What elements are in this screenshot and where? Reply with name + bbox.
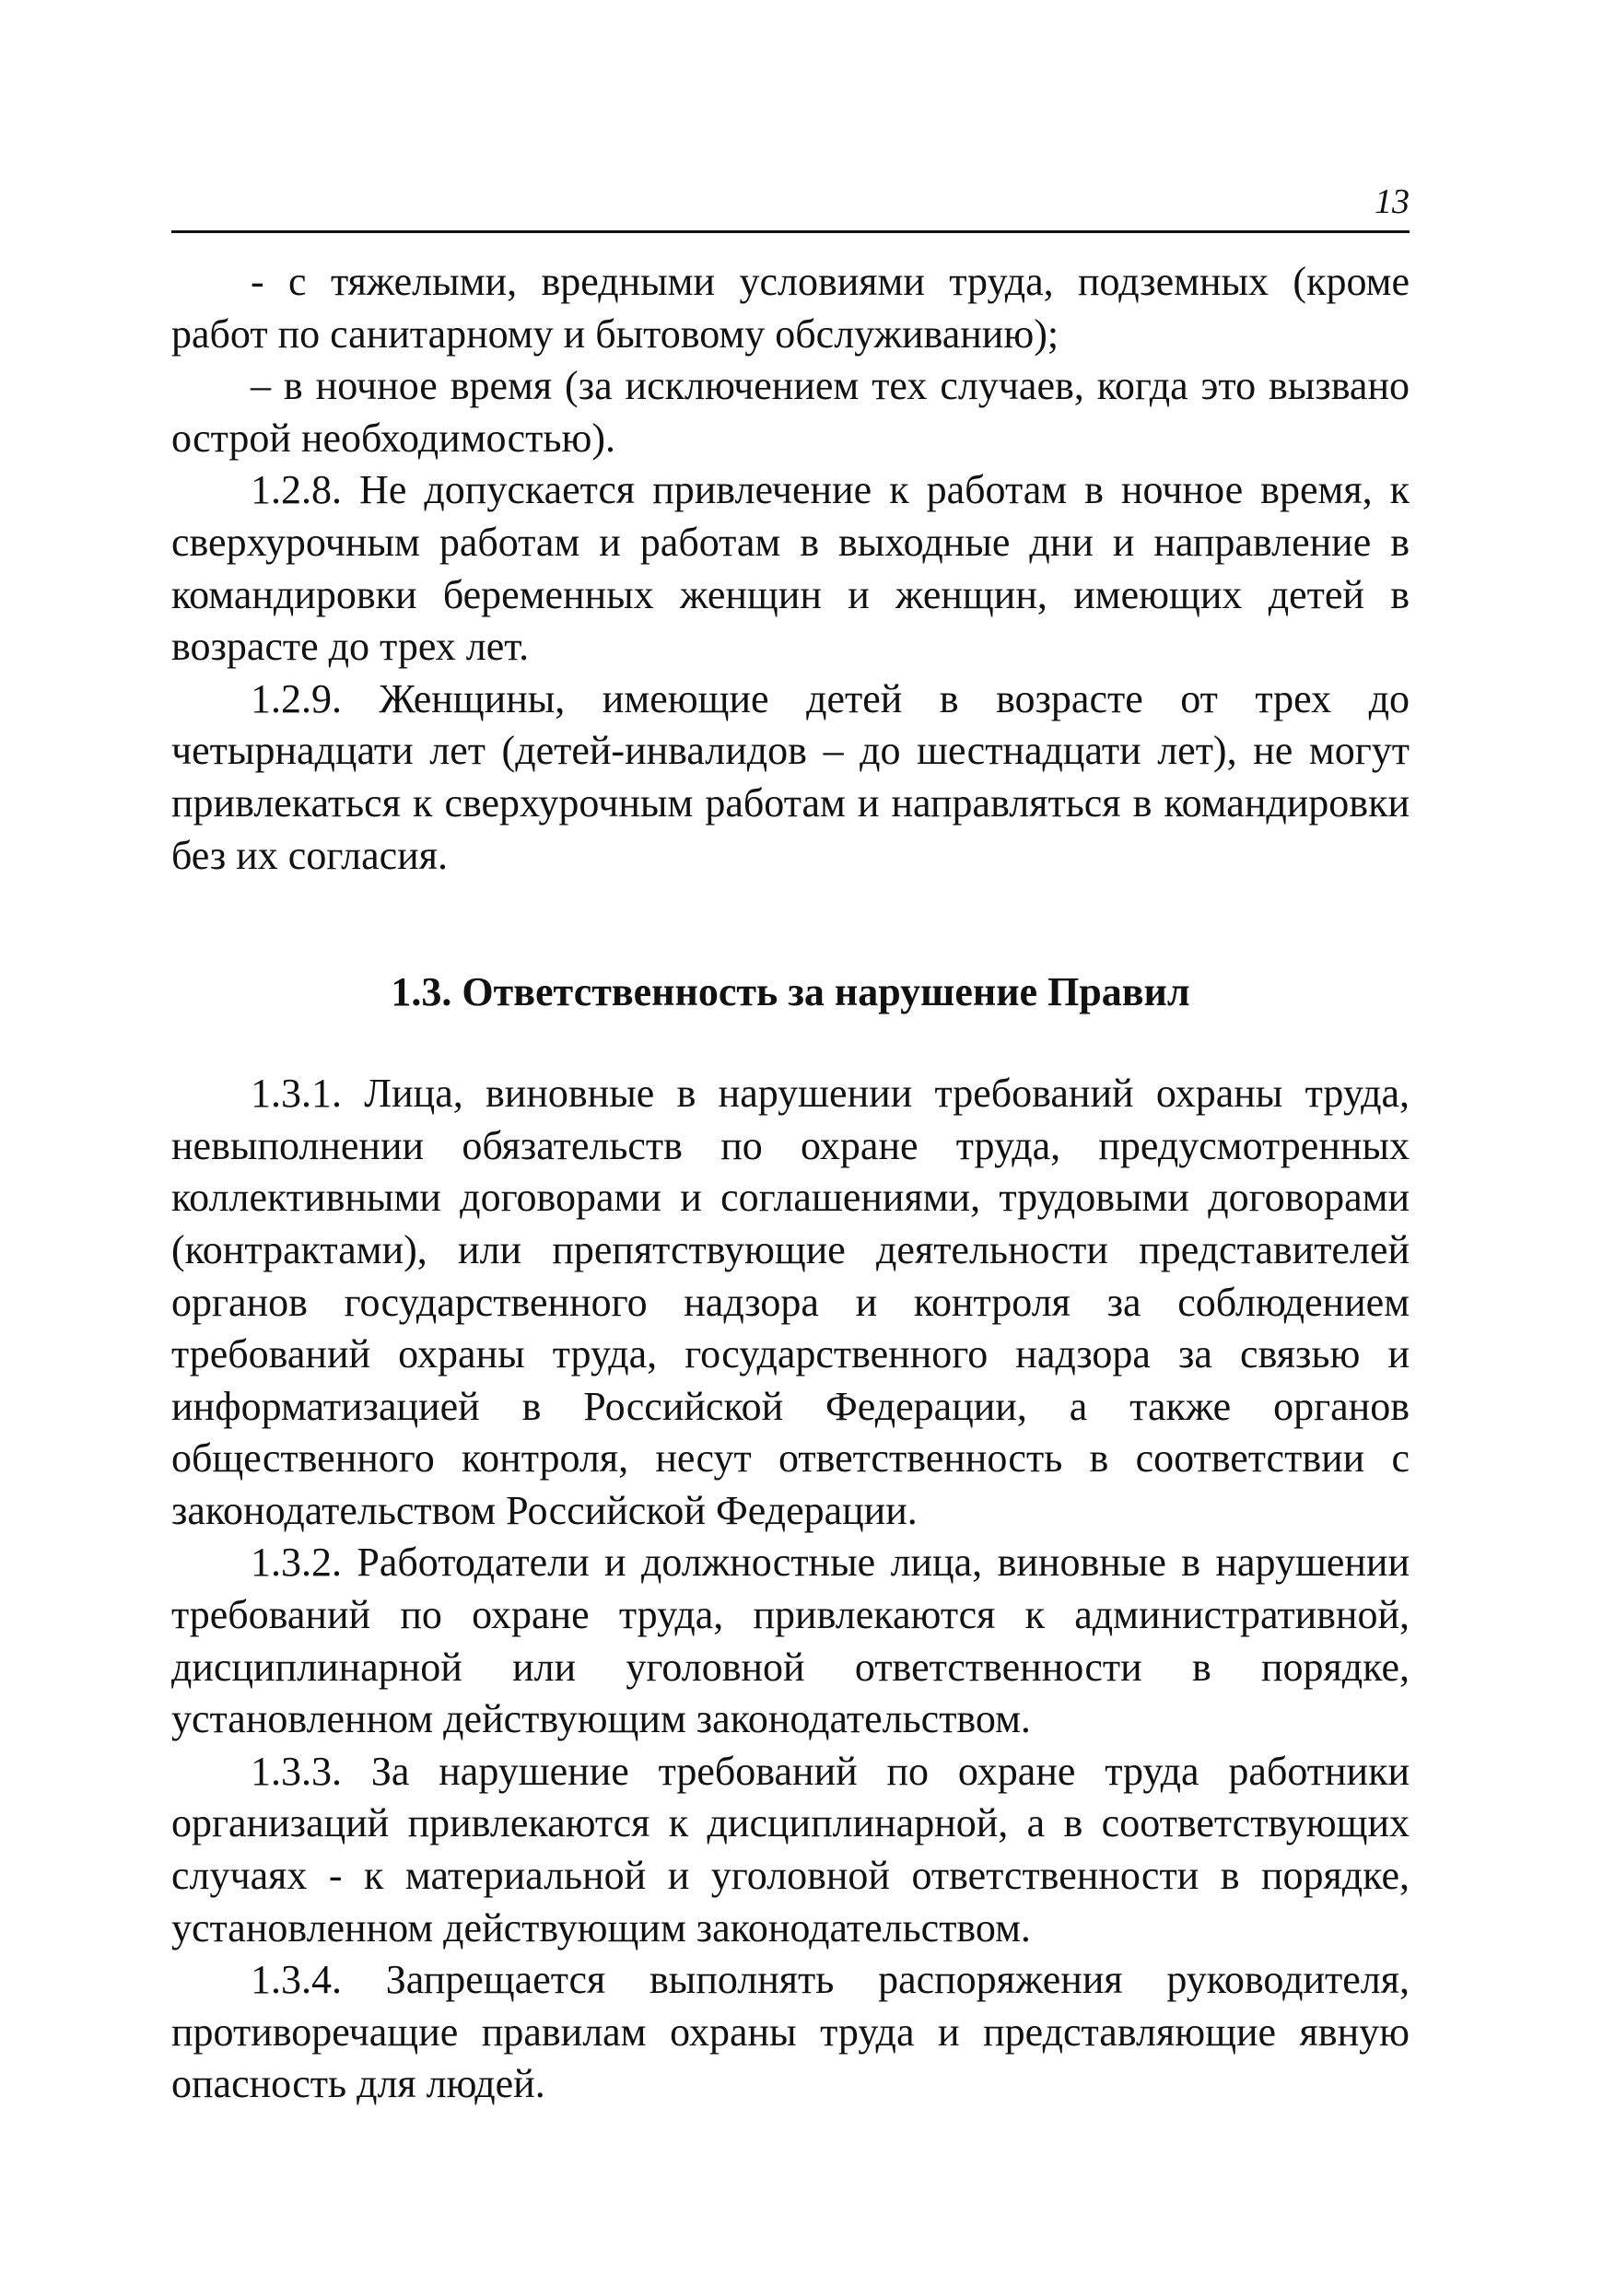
paragraph-1-3-3: 1.3.3. За нарушение требований по охране труда работники организаций привлекаются к дисциплинарной, а в соответствующих случаях - к материальной и уголовной ответственности в порядке, установленном действующим законодательством. [171,1748,1410,1950]
section-heading: 1.3. Ответственность за нарушение Правил [391,969,1190,1015]
page-body [171,256,1410,2111]
paragraph-1-3-2: 1.3.2. Работодатели и должностные лица, виновные в нарушении требований по охране труда, привлекаются к административной, дисциплинарной или уголовной ответственности в порядке, установленном действующим законодательством. [171,1540,1410,1742]
paragraph-1-3-4: 1.3.4. Запрещается выполнять распоряжения руководителя, противоречащие правилам охраны труда и представляющие явную опасность для людей. [171,1957,1410,2107]
paragraph-1-2-9: 1.2.9. Женщины, имеющие детей в возрасте от трех до четырнадцати лет (детей-инвалидов – до шестнадцати лет), не могут привлекаться к сверхурочным работам и направляться в командировки без их согласия. [171,675,1410,878]
header-rule [171,230,1410,233]
page-number: 13 [1375,182,1410,221]
paragraph-1-3-1: 1.3.1. Лица, виновные в нарушении требований охраны труда, невыполнении обязательств по охране труда, предусмотренных коллективными договорами и соглашениями, трудовыми договорами (контрактами), или препятствующие деятельности представителей органов государственного надзора и контроля за соблюдением требований охраны труда, государственного надзора за связью и информатизацией в Российской Федерации, а также органов общественного контроля, несут ответственность в соответствии с законодательством Российской Федерации. [171,1071,1410,1533]
paragraph-1-2-8: 1.2.8. Не допускается привлечение к работам в ночное время, к сверхурочным работам и работам в выходные дни и направление в командировки беременных женщин и женщин, имеющих детей в возрасте до трех лет. [171,467,1410,670]
paragraph-night-work: – в ночное время (за исключением тех случаев, когда это вызвано острой необходимостью). [171,363,1410,461]
paragraph-underground-work: - с тяжелыми, вредными условиями труда, подземных (кроме работ по санитарному и бытовому обслуживанию); [171,259,1410,357]
